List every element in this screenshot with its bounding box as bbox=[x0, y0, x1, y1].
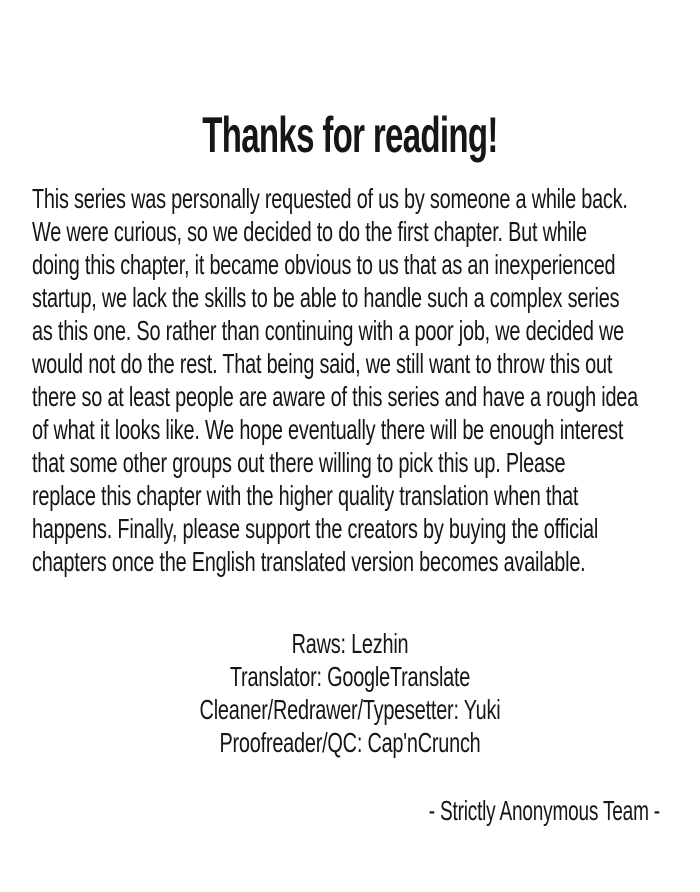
paragraph-line: replace this chapter with the higher quality translation when that bbox=[32, 480, 579, 511]
paragraph-line: startup, we lack the skills to be able to handle such a complex series bbox=[32, 282, 620, 313]
paragraph-line: of what it looks like. We hope eventually there will be enough interest bbox=[32, 414, 624, 445]
credits-block bbox=[102, 627, 599, 759]
paragraph-line: that some other groups out there willing to pick this up. Please bbox=[32, 447, 566, 478]
thanks-paragraph bbox=[32, 182, 638, 578]
credits-line-raws: Raws: Lezhin bbox=[291, 628, 409, 659]
paragraph-line: We were curious, so we decided to do the first chapter. But while bbox=[32, 216, 587, 247]
paragraph-line: there so at least people are aware of this series and have a rough idea bbox=[32, 381, 638, 412]
paragraph-line: would not do the rest. That being said, we still want to throw this out bbox=[32, 348, 613, 379]
credits-line-translator: Translator: GoogleTranslate bbox=[229, 661, 471, 692]
paragraph-line: chapters once the English translated version becomes available. bbox=[32, 546, 586, 577]
page-title: Thanks for reading! bbox=[202, 106, 498, 163]
paragraph-line: doing this chapter, it became obvious to us that as an inexperienced bbox=[32, 249, 616, 280]
credits-line-cleaner: Cleaner/Redrawer/Typesetter: Yuki bbox=[199, 694, 501, 725]
paragraph-line: happens. Finally, please support the creators by buying the official bbox=[32, 513, 599, 544]
team-signature: - Strictly Anonymous Team - bbox=[428, 795, 660, 826]
paragraph-line: This series was personally requested of us by someone a while back. bbox=[32, 183, 628, 214]
credits-line-proofreader: Proofreader/QC: Cap'nCrunch bbox=[219, 727, 481, 758]
paragraph-line: as this one. So rather than continuing with a poor job, we decided we bbox=[32, 315, 625, 346]
